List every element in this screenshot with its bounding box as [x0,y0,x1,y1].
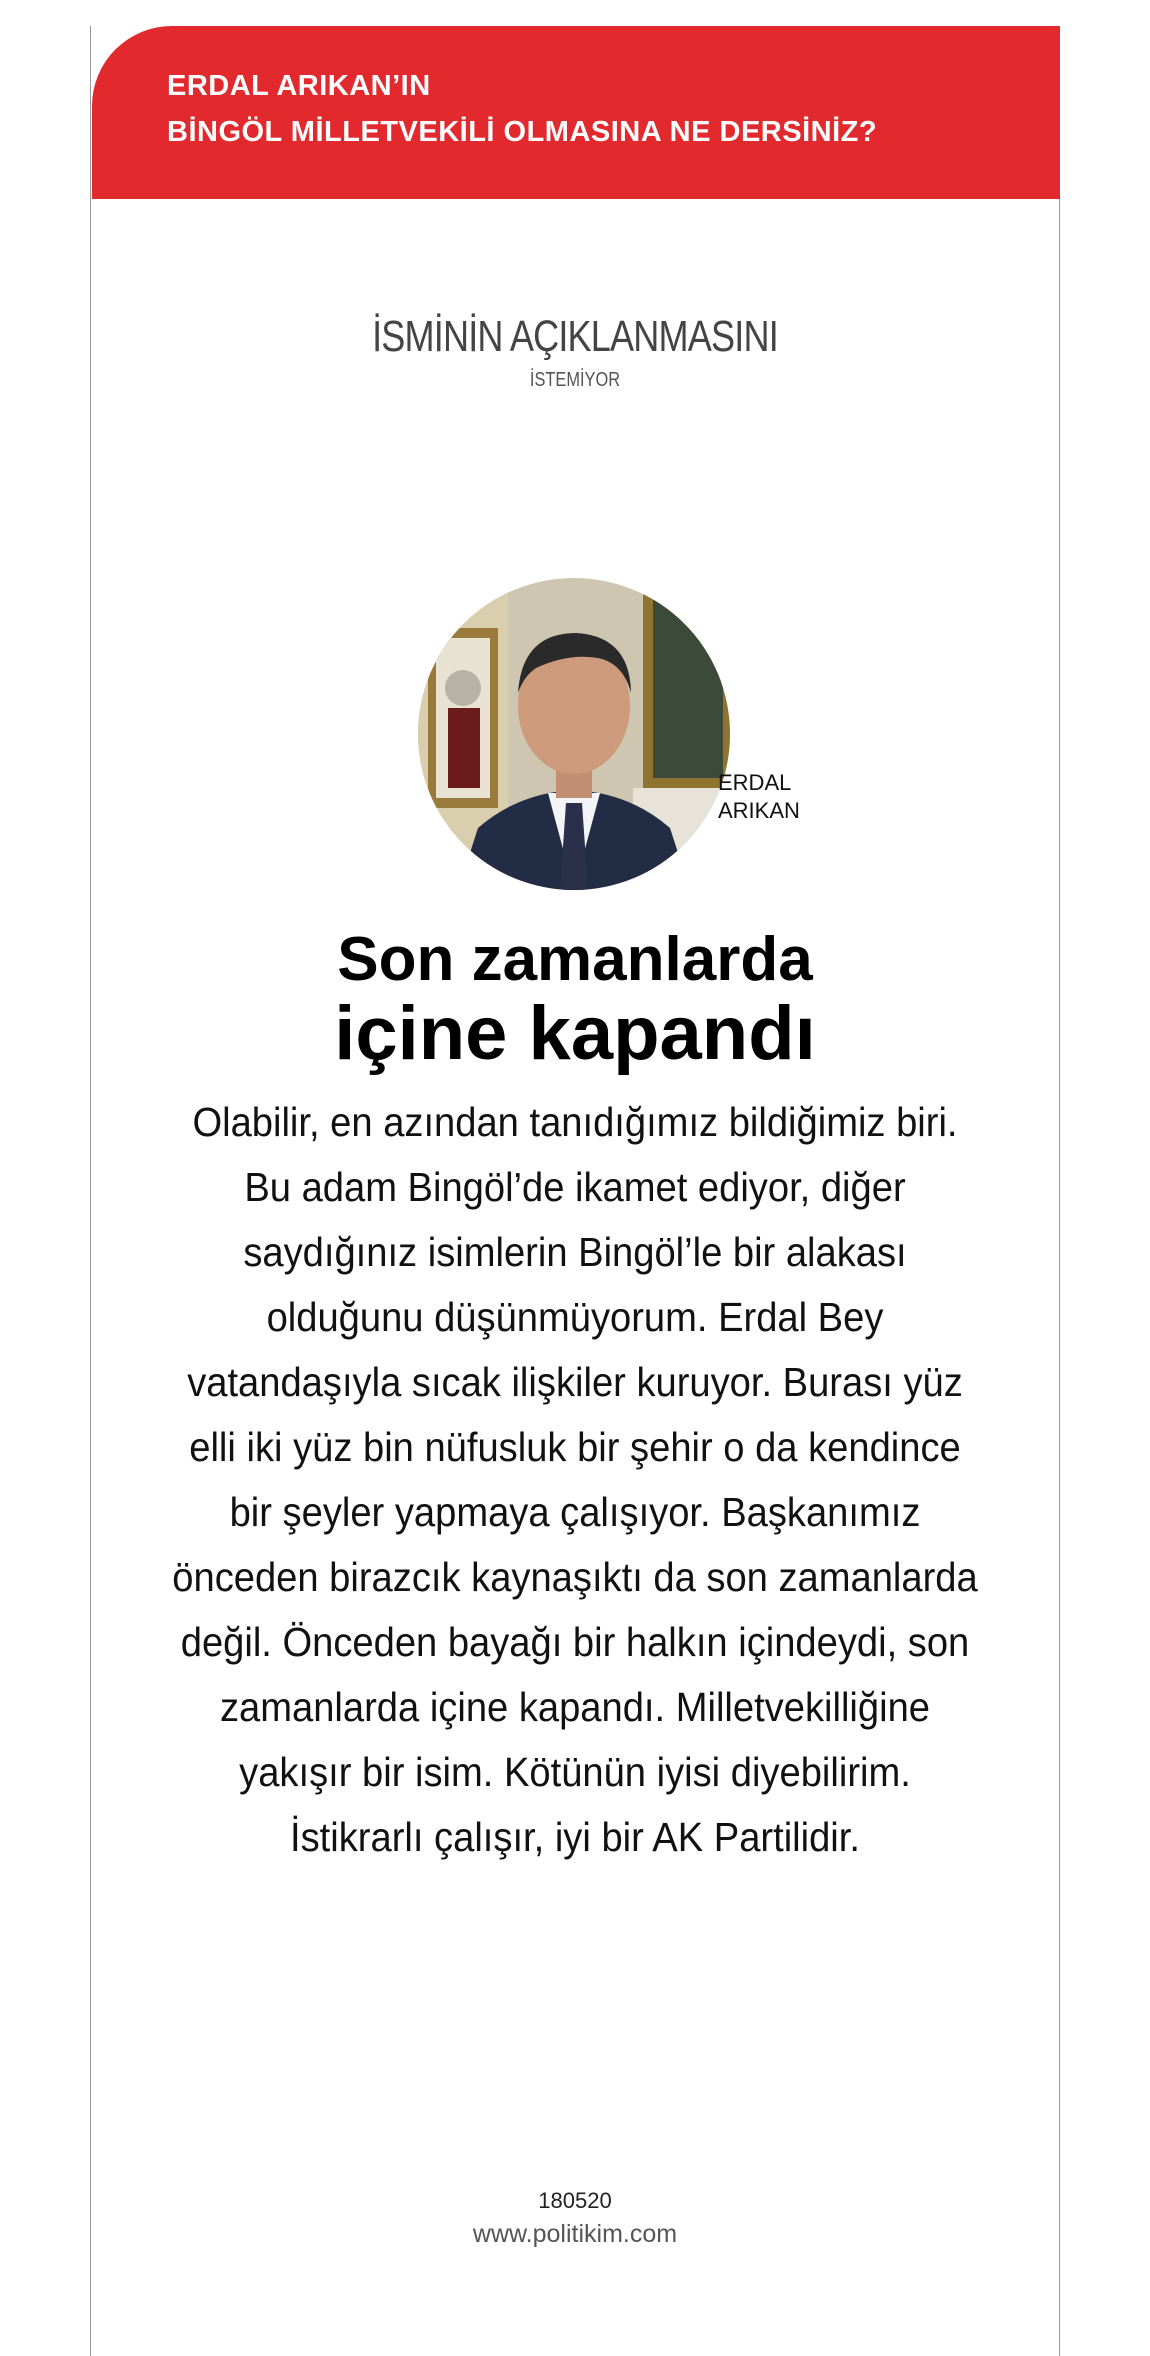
question-header [92,26,1060,199]
respondent-subtitle: İSTEMİYOR [529,369,621,391]
portrait-photo [418,578,730,890]
portrait-caption-last-name: ARIKAN [718,798,800,823]
footer-code: 180520 [538,2188,612,2213]
answer-body: Olabilir, en azından tanıdığımız bildiğimiz biri. Bu adam Bingöl’de ikamet ediyor, diğer saydığınız isimlerin Bingöl’le bir alakası olduğunu düşünmüyorum. Erdal Bey vatandaşıyla sıcak ilişkiler kuruyor. Burası yüz elli iki yüz bin nüfusluk bir şehir o da kendince bir şeyler yapmaya çalışıyor. Başkanımız önceden birazcık kaynaşıktı da son zamanlarda değil. Önceden bayağı bir halkın içindeydi, son zamanlarda içine kapandı. Milletvekilliğine yakışır bir isim. Kötünün iyisi diyebilirim. İstikrarlı çalışır, iyi bir AK Partilidir. [172,1099,978,1860]
headline-line-1: Son zamanlarda [337,925,813,994]
footer-url[interactable]: www.politikim.com [472,2220,678,2248]
question-line-2: BİNGÖL MİLLETVEKİLİ OLMASINA NE DERSİNİZ? [167,116,878,148]
question-line-1: ERDAL ARIKAN’IN [167,70,431,102]
respondent-name: İSMİNİN AÇIKLANMASINI [372,312,778,361]
headline-line-2: içine kapandı [334,991,816,1076]
portrait-caption-first-name: ERDAL [718,770,792,795]
